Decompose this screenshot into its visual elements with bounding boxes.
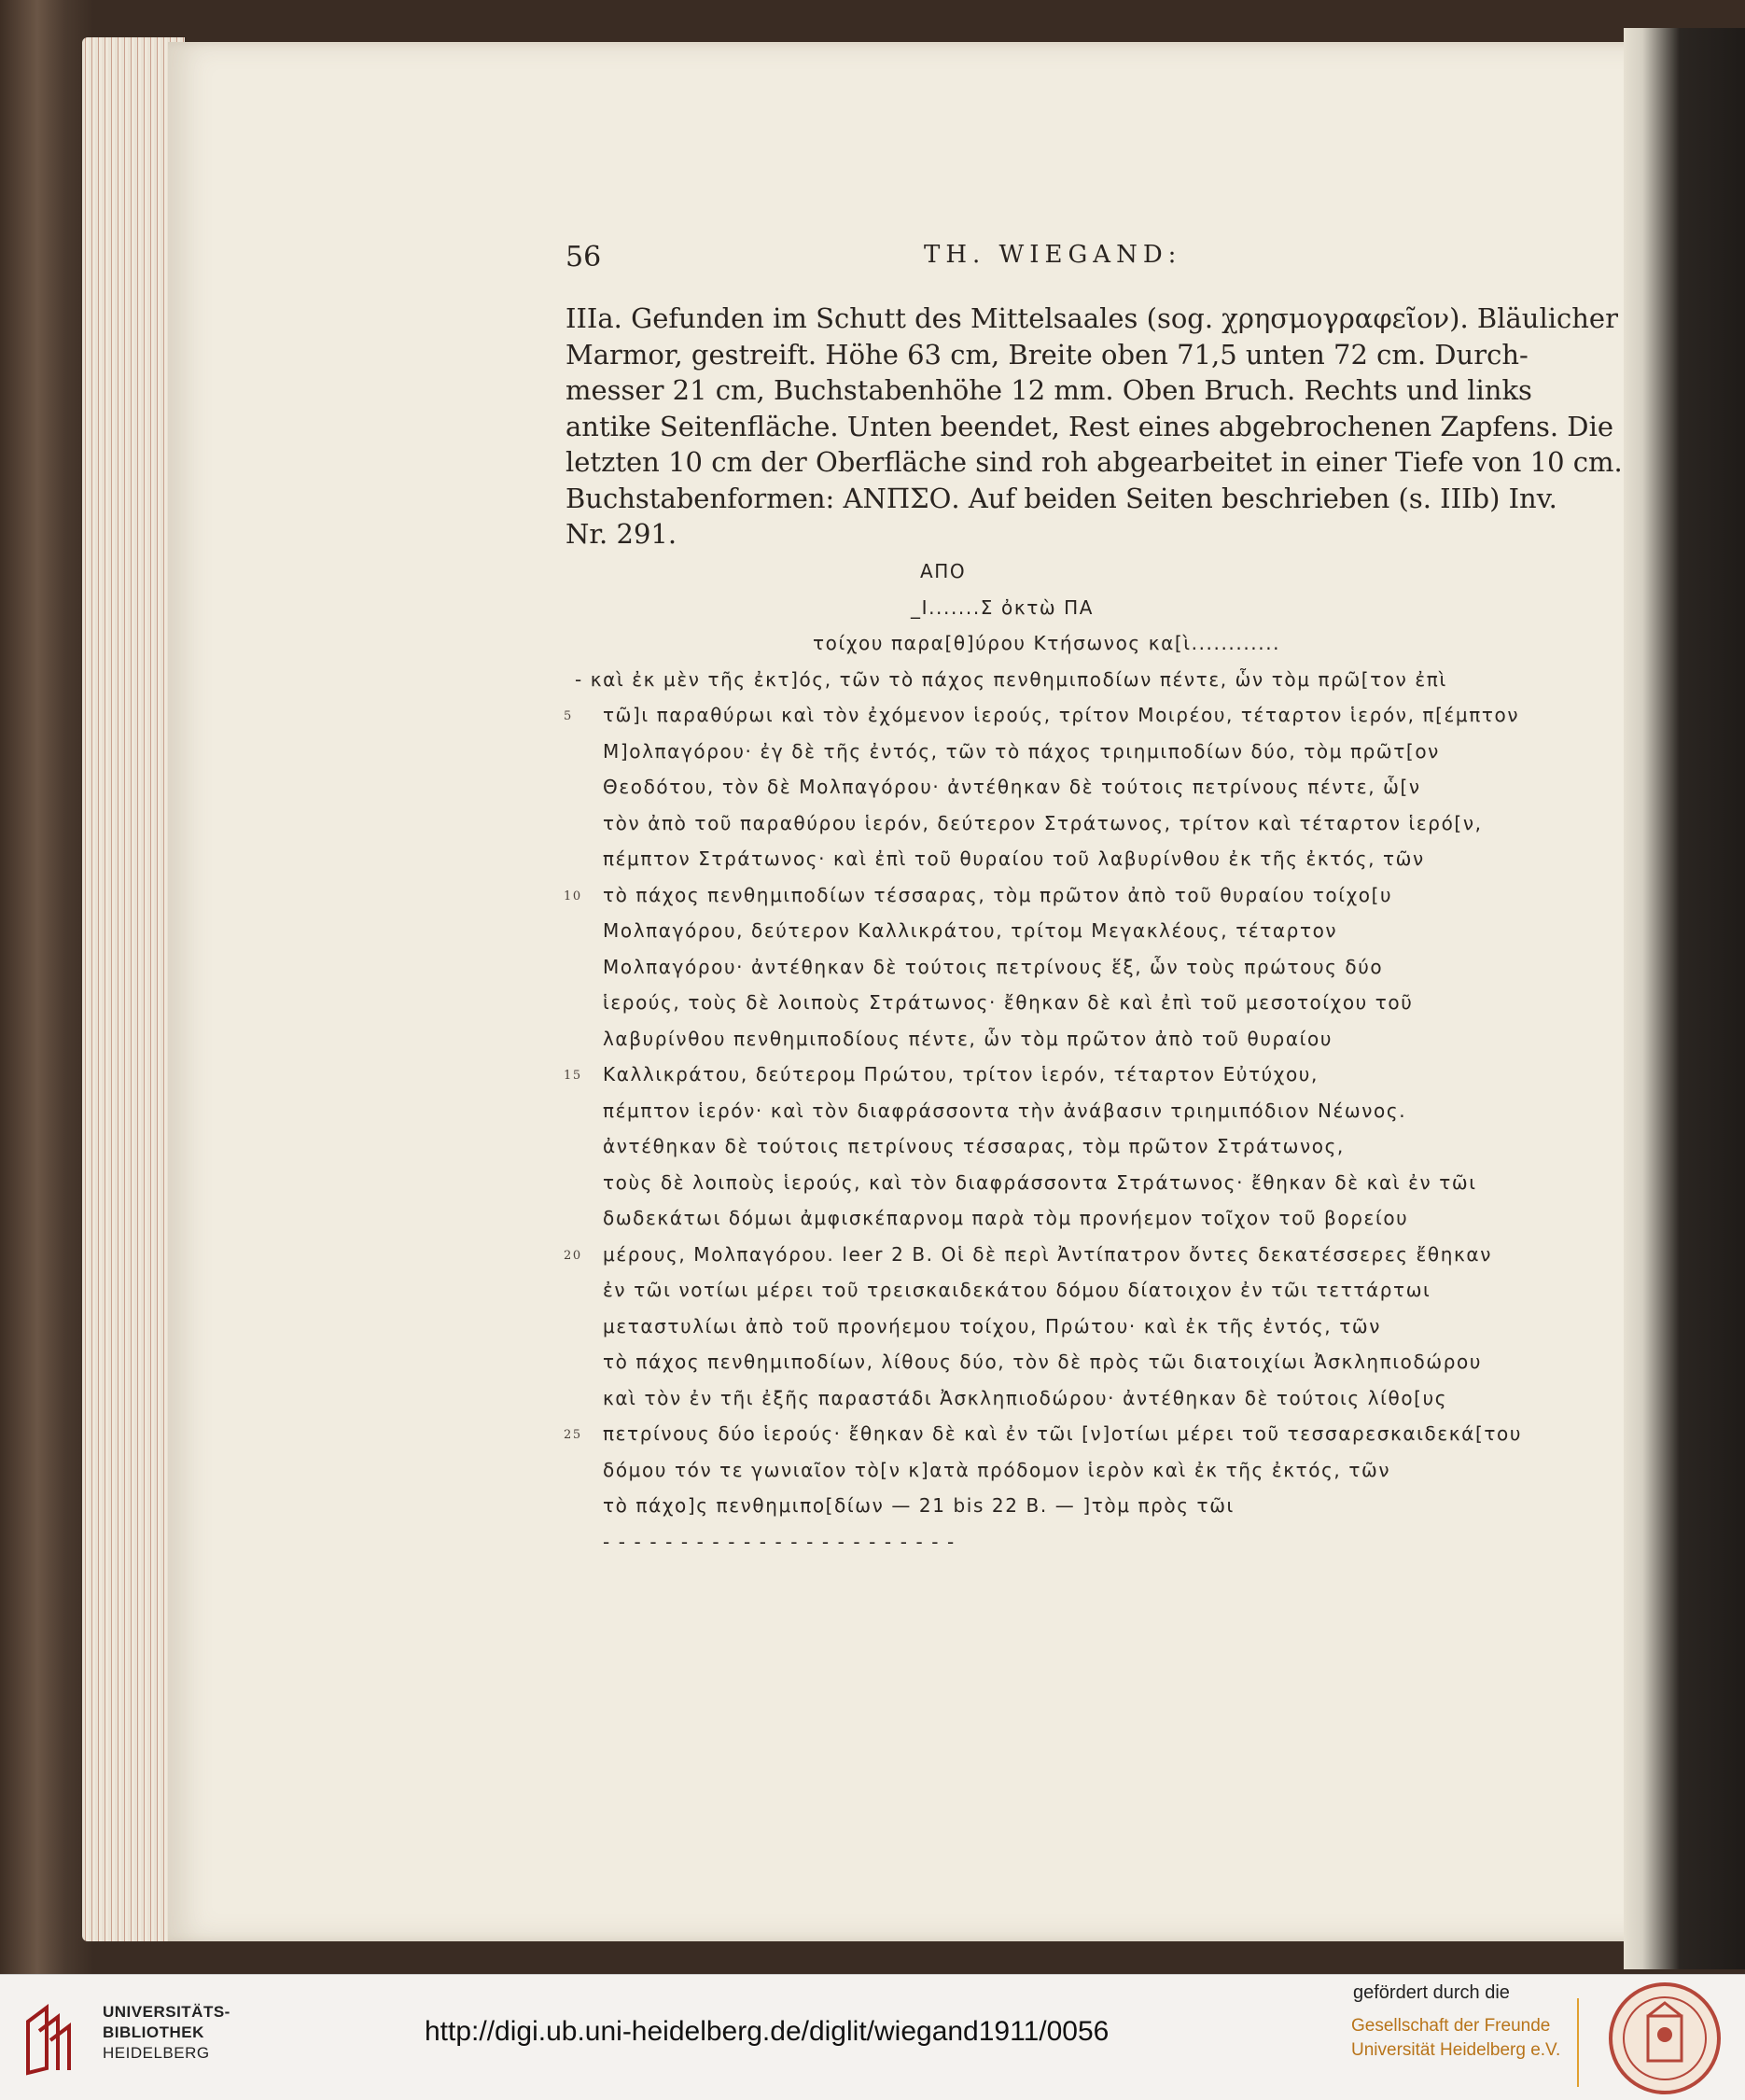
- inscription-line: τὸν ἀπὸ τοῦ παραθύρου ἱερόν, δεύτερον Στράτωνος, τρίτον καὶ τέταρτον ἱερό[ν,: [603, 811, 1483, 834]
- inscription-line-number: 10: [564, 889, 582, 903]
- page-gutter-shadow: [1624, 28, 1745, 1969]
- inscription-line: τὸ πάχος πενθημιποδίων, λίθους δύο, τὸν δὲ πρὸς τῶι διατοιχίωι Ἀσκληπιοδώρου: [603, 1351, 1482, 1373]
- inscription-line: μέρους, Μολπαγόρου. leer 2 B. Οἱ δὲ περὶ Ἀντίπατρον ὄντες δεκατέσσερες ἔθηκαν: [603, 1242, 1492, 1266]
- intro-line: Marmor, gestreift. Höhe 63 cm, Breite oben 71,5 unten 72 cm. Durch-: [565, 338, 1529, 371]
- inscription-line: δωδεκάτωι δόμωι ἀμφισκέπαρνομ παρὰ τὸμ προνήεμον τοῖχον τοῦ βορείου: [603, 1207, 1409, 1229]
- inscription-line: τοίχου παρα[θ]ύρου Κτήσωνος κα[ὶ............: [813, 632, 1281, 654]
- inscription-line-number: 5: [564, 709, 573, 723]
- inscription-line-number: 15: [564, 1069, 582, 1083]
- intro-paragraph: [565, 301, 1623, 553]
- inscription-line: Μ]ολπαγόρου· ἐγ δὲ τῆς ἐντός, τῶν τὸ πάχος τριημιποδίων δύο, τὸμ πρῶτ[ον: [603, 739, 1440, 763]
- inscription-line: ἀντέθηκαν δὲ τούτοις πετρίνους τέσσαρας, τὸμ πρῶτον Στράτωνος,: [603, 1135, 1345, 1157]
- inscription-line: - - - - - - - - - - - - - - - - - - - - - - -: [603, 1530, 956, 1553]
- inscription-line: τοὺς δὲ λοιποὺς ἱερούς, καὶ τὸν διαφράσσοντα Στράτωνος· ἔθηκαν δὲ καὶ ἐν τῶι: [603, 1170, 1477, 1194]
- inscription-line: Μολπαγόρου, δεύτερον Καλλικράτου, τρίτομ Μεγακλέους, τέταρτον: [603, 919, 1338, 942]
- inscription-line: δόμου τόν τε γωνιαῖον τὸ[ν κ]ατὰ πρόδομον ἱερὸν καὶ ἐκ τῆς ἐκτός, τῶν: [603, 1458, 1391, 1481]
- intro-line: Buchstabenformen: ΑΝΠΣΟ. Auf beiden Seiten beschrieben (s. IIIb) Inv.: [565, 482, 1557, 514]
- running-head: TH. WIEGAND:: [924, 241, 1182, 269]
- intro-line: Nr. 291.: [565, 518, 677, 550]
- sponsor-name-line1: Gesellschaft der Freunde: [1351, 2016, 1551, 2036]
- intro-line: IIIa. Gefunden im Schutt des Mittelsaales (sog. χρησμογραφεῖον). Bläulicher: [565, 302, 1618, 334]
- inscription-line: μεταστυλίωι ἀπὸ τοῦ προνήεμου τοίχου, Πρώτου· καὶ ἐκ τῆς ἐντός, τῶν: [603, 1314, 1381, 1337]
- inscription-line-number: 25: [564, 1428, 582, 1442]
- inscription-line: Μολπαγόρου· ἀντέθηκαν δὲ τούτοις πετρίνους ἕξ, ὧν τοὺς πρώτους δύο: [603, 955, 1384, 978]
- inscription-line: τὸ πάχος πενθημιποδίων τέσσαρας, τὸμ πρῶτον ἀπὸ τοῦ θυραίου τοίχο[υ: [603, 883, 1393, 906]
- sponsor-name-line2: Universität Heidelberg e.V.: [1351, 2040, 1561, 2060]
- library-name-line1: UNIVERSITÄTS-: [103, 2003, 230, 2021]
- intro-line: antike Seitenfläche. Unten beendet, Rest eines abgebrochenen Zapfens. Die: [565, 410, 1613, 442]
- funded-by-label: gefördert durch die: [1353, 1982, 1510, 2003]
- inscription-line: Θεοδότου, τὸν δὲ Μολπαγόρου· ἀντέθηκαν δὲ τούτοις πετρίνους πέντε, ὧ[ν: [603, 776, 1421, 798]
- library-logo-icon: [19, 2003, 93, 2078]
- inscription-line: πετρίνους δύο ἱερούς· ἔθηκαν δὲ καὶ ἐν τῶι [ν]οτίωι μέρει τοῦ τεσσαρεσκαιδεκά[του: [603, 1422, 1522, 1445]
- viewer-footer: [0, 1974, 1745, 2100]
- intro-line: messer 21 cm, Buchstabenhöhe 12 mm. Oben Bruch. Rechts und links: [565, 374, 1532, 406]
- library-name-line3: HEIDELBERG: [103, 2044, 210, 2062]
- inscription-line: πέμπτον Στράτωνος· καὶ ἐπὶ τοῦ θυραίου τοῦ λαβυρίνθου ἐκ τῆς ἐκτός, τῶν: [603, 847, 1425, 870]
- university-seal-icon: [1607, 1981, 1723, 2096]
- inscription-line: καὶ τὸν ἐν τῆι ἐξῆς παραστάδι Ἀσκληπιοδώρου· ἀντέθηκαν δὲ τούτοις λίθο[υς: [603, 1386, 1448, 1409]
- inscription-line: ΑΠΟ: [920, 560, 967, 582]
- inscription-line: Καλλικράτου, δεύτερομ Πρώτου, τρίτον ἱερόν, τέταρτον Εὐτύχου,: [603, 1063, 1319, 1085]
- inscription-line: πέμπτον ἱερόν· καὶ τὸν διαφράσσοντα τὴν ἀνάβασιν τριημιπόδιον Νέωνος.: [603, 1099, 1407, 1122]
- inscription-line: τὸ πάχο]ς πενθημιπο[δίων — 21 bis 22 B. — ]τὸμ πρὸς τῶι: [603, 1494, 1235, 1517]
- inscription-line: - καὶ ἐκ μὲν τῆς ἐκτ]ός, τῶν τὸ πάχος πενθημιποδίων πέντε, ὧν τὸμ πρῶ[τον ἐπὶ: [575, 667, 1447, 691]
- inscription-line-number: 20: [564, 1248, 582, 1263]
- permalink-url[interactable]: http://digi.ub.uni-heidelberg.de/diglit/wiegand1911/0056: [425, 2016, 1110, 2047]
- inscription-line: ἐν τῶι νοτίωι μέρει τοῦ τρεισκαιδεκάτου δόμου δίατοιχον ἐν τῶι τεττάρτωι: [603, 1279, 1431, 1301]
- page-number: 56: [565, 241, 602, 273]
- inscription-line: τῶ]ι παραθύρωι καὶ τὸν ἐχόμενον ἱερούς, τρίτον Μοιρέου, τέταρτον ἱερόν, π[έμπτον: [603, 704, 1520, 726]
- intro-line: letzten 10 cm der Oberfläche sind roh abgearbeitet in einer Tiefe von 10 cm.: [565, 446, 1623, 478]
- footer-divider: [1577, 1998, 1579, 2087]
- inscription-line: _Ι.......Σ ὀκτὼ ΠΑ: [911, 595, 1095, 619]
- inscription-line: λαβυρίνθου πενθημιποδίους πέντε, ὧν τὸμ πρῶτον ἀπὸ τοῦ θυραίου: [603, 1027, 1333, 1050]
- inscription-line: ἱερούς, τοὺς δὲ λοιποὺς Στράτωνος· ἔθηκαν δὲ καὶ ἐπὶ τοῦ μεσοτοίχου τοῦ: [603, 991, 1414, 1014]
- library-name-line2: BIBLIOTHEK: [103, 2023, 204, 2041]
